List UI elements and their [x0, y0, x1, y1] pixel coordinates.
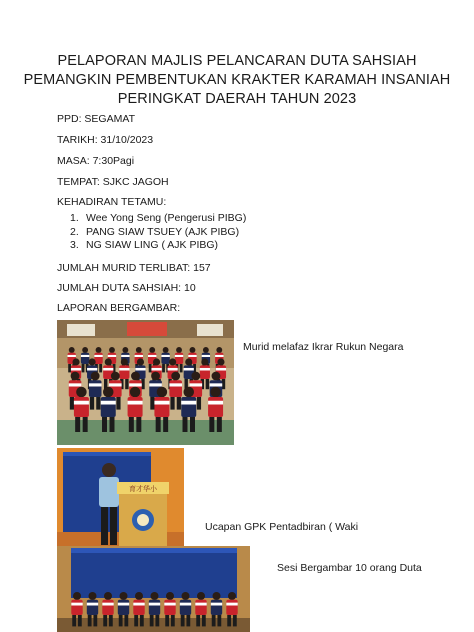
date-field: TARIKH: 31/10/2023: [57, 134, 154, 146]
caption-photo-2: Ucapan GPK Pentadbiran ( Waki: [205, 521, 359, 533]
guests-label: KEHADIRAN TETAMU:: [57, 196, 167, 208]
title-line-2: PEMANGKIN PEMBENTUKAN KRAKTER KARAMAH INSANIAH: [23, 72, 451, 88]
title-line-3: PERINGKAT DAERAH TAHUN 2023: [117, 91, 357, 107]
guest-list: [70, 212, 246, 253]
photo-group-ambassadors: [57, 546, 250, 632]
caption-photo-1: Murid melafaz Ikrar Rukun Negara: [243, 341, 404, 353]
caption-photo-3: Sesi Bergambar 10 orang Duta: [277, 562, 422, 574]
photo-speaker-podium: [57, 448, 184, 548]
student-count-field: JUMLAH MURID TERLIBAT: 157: [57, 262, 211, 274]
guest-item: 1. Wee Yong Seng (Pengerusi PIBG): [70, 212, 247, 224]
time-field: MASA: 7:30Pagi: [57, 155, 135, 167]
photo-report-label: LAPORAN BERGAMBAR:: [57, 302, 181, 314]
ppd-field: PPD: SEGAMAT: [57, 113, 135, 125]
report-title: [0, 52, 474, 109]
guest-item: 2. PANG SIAW TSUEY (AJK PIBG): [70, 225, 240, 238]
podium-sign: 育才华小: [129, 485, 157, 493]
title-line-1: PELAPORAN MAJLIS PELANCARAN DUTA SAHSIAH: [57, 53, 417, 69]
ambassador-count-field: JUMLAH DUTA SAHSIAH: 10: [57, 282, 196, 294]
photo-students-pledge: [57, 320, 234, 445]
guest-item: 3. NG SIAW LING ( AJK PIBG): [70, 239, 219, 251]
venue-field: TEMPAT: SJKC JAGOH: [57, 176, 169, 188]
